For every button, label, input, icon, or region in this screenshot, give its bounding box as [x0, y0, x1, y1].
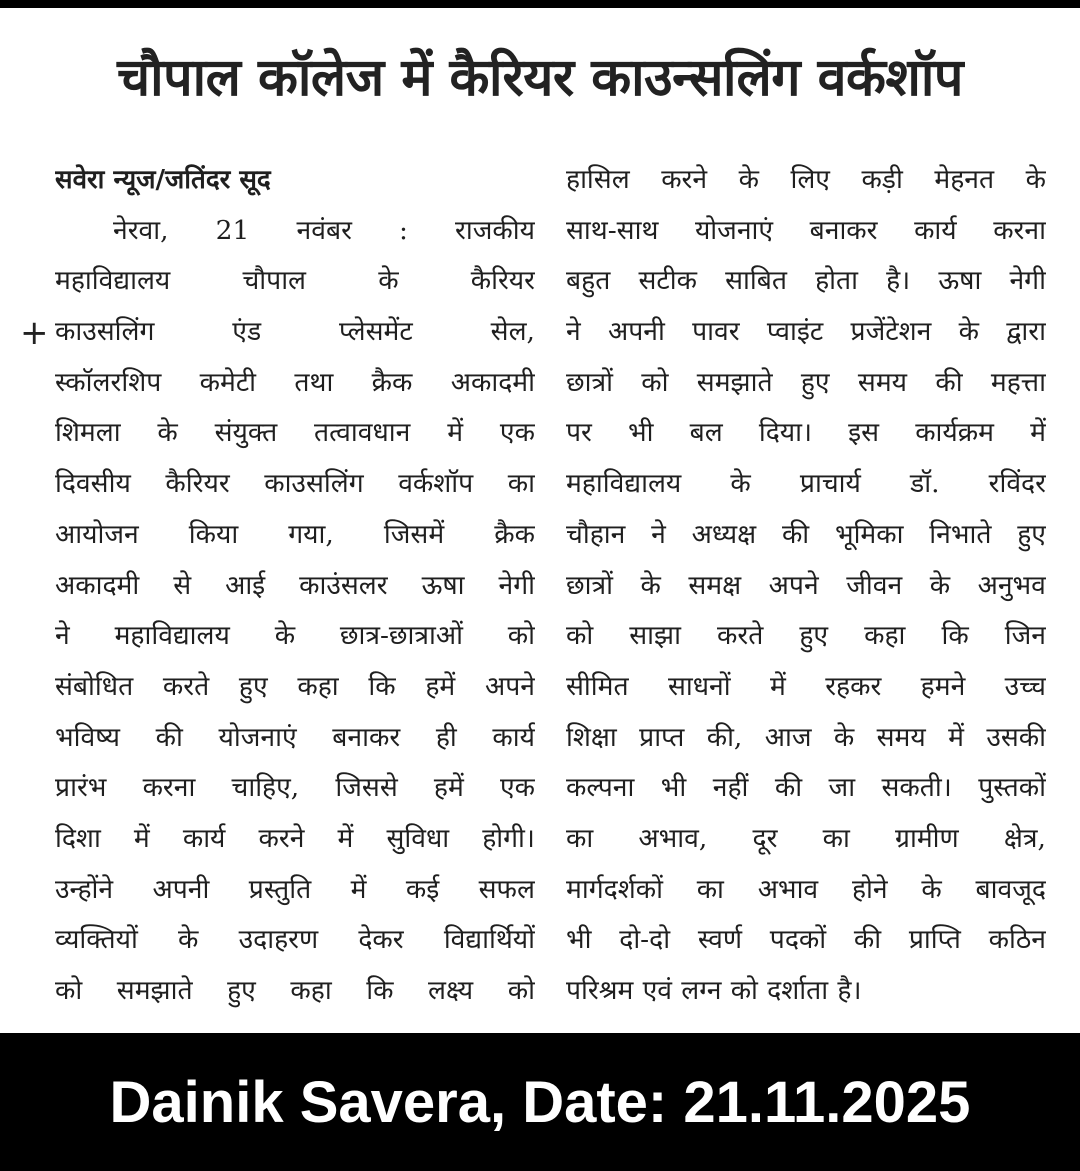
- top-border: [0, 0, 1080, 8]
- article-line: ने अपनी पावर प्वाइंट प्रजेंटेशन के द्वारा: [566, 316, 1046, 348]
- article-line: छात्रों के समक्ष अपने जीवन के अनुभव: [566, 569, 1046, 601]
- article-line: महाविद्यालय चौपाल के कैरियर: [55, 265, 535, 297]
- left-column: [55, 155, 535, 1017]
- article-line: शिमला के संयुक्त तत्वावधान में एक: [55, 417, 535, 449]
- headline: चौपाल कॉलेज में कैरियर काउन्सलिंग वर्कशॉप: [117, 48, 963, 108]
- article-line: व्यक्तियों के उदाहरण देकर विद्यार्थियों: [55, 924, 535, 956]
- article-line: हासिल करने के लिए कड़ी मेहनत के: [566, 164, 1046, 195]
- footer-caption: Dainik Savera, Date: 21.11.2025: [0, 1033, 1080, 1171]
- article-line: भी दो-दो स्वर्ण पदकों की प्राप्ति कठिन: [566, 924, 1046, 956]
- article-line: महाविद्यालय के प्राचार्य डॉ. रविंदर: [566, 468, 1046, 500]
- article-line: ने महाविद्यालय के छात्र-छात्राओं को: [55, 620, 535, 652]
- article-line: पर भी बल दिया। इस कार्यक्रम में: [566, 417, 1046, 449]
- article-line: आयोजन किया गया, जिसमें क्रैक: [55, 518, 535, 550]
- article-line: मार्गदर्शकों का अभाव होने के बावजूद: [566, 873, 1046, 905]
- article-line: काउसलिंग एंड प्लेसमेंट सेल,: [55, 316, 535, 348]
- article-line: उन्होंने अपनी प्रस्तुति में कई सफल: [55, 873, 535, 905]
- article-line: को समझाते हुए कहा कि लक्ष्य को: [55, 975, 535, 1006]
- article-line: नेरवा, 21 नवंबर : राजकीय: [113, 214, 535, 246]
- article-line: परिश्रम एवं लग्न को दर्शाता है।: [566, 975, 862, 1006]
- margin-plus-mark: +: [20, 313, 49, 353]
- right-column-lines: [566, 155, 1046, 1017]
- article-line: साथ-साथ योजनाएं बनाकर कार्य करना: [566, 214, 1046, 246]
- article-line: कल्पना भी नहीं की जा सकती। पुस्तकों: [566, 772, 1046, 804]
- article-line: दिशा में कार्य करने में सुविधा होगी।: [55, 822, 535, 854]
- article-line: को साझा करते हुए कहा कि जिन: [566, 620, 1046, 652]
- article-line: का अभाव, दूर का ग्रामीण क्षेत्र,: [566, 822, 1046, 854]
- byline: सवेरा न्यूज/जतिंदर सूद: [55, 165, 271, 195]
- article-line: भविष्य की योजनाएं बनाकर ही कार्य: [55, 721, 535, 753]
- article-line: दिवसीय कैरियर काउसलिंग वर्कशॉप का: [55, 468, 535, 500]
- left-column-lines: [55, 206, 535, 1017]
- article-line: प्रारंभ करना चाहिए, जिससे हमें एक: [55, 772, 535, 804]
- article-line: चौहान ने अध्यक्ष की भूमिका निभाते हुए: [566, 518, 1046, 550]
- article-line: छात्रों को समझाते हुए समय की महत्ता: [566, 366, 1046, 398]
- article-line: अकादमी से आई काउंसलर ऊषा नेगी: [55, 569, 535, 601]
- right-column: [566, 155, 1046, 1017]
- article-line: शिक्षा प्राप्त की, आज के समय में उसकी: [566, 721, 1046, 753]
- article-line: बहुत सटीक साबित होता है। ऊषा नेगी: [566, 265, 1046, 297]
- article-line: संबोधित करते हुए कहा कि हमें अपने: [55, 670, 535, 702]
- article-line: स्कॉलरशिप कमेटी तथा क्रैक अकादमी: [55, 366, 535, 398]
- article-line: सीमित साधनों में रहकर हमने उच्च: [566, 670, 1046, 702]
